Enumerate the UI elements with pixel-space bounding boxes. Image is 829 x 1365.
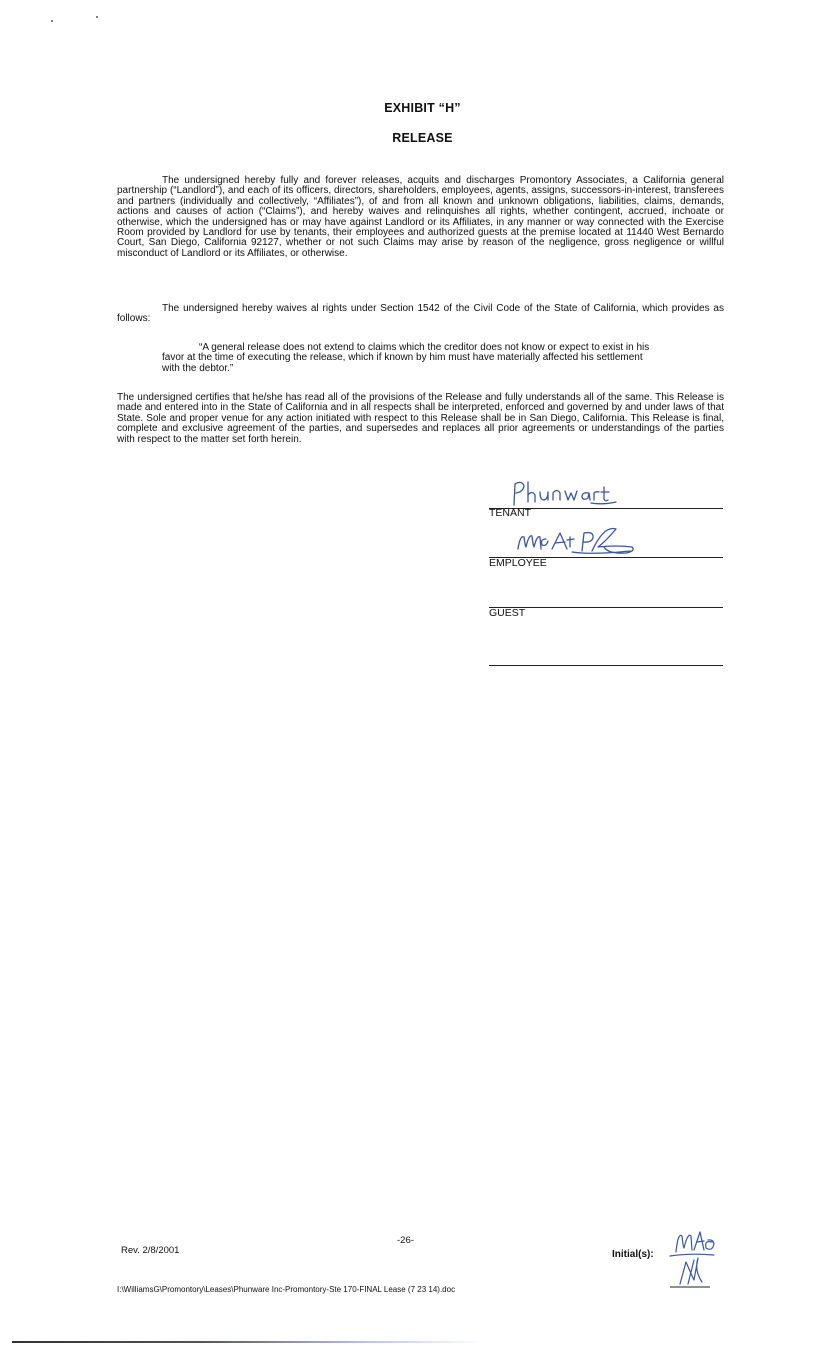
- exhibit-title: EXHIBIT “H”: [384, 101, 461, 115]
- initials-handwritten-mark: [666, 1226, 722, 1290]
- certification-paragraph: The undersigned certifies that he/she has read all of the provisions of the Release and fully understands all of the same. This Release is made and entered into in the State of California and in all respects shall be interpreted, enforced and governed by and under laws of that State. Sole and proper venue for any action initiated with respect to this Release shall be in San Diego, California. This Release is final, complete and exclusive agreement of the parties, and supersedes and replaces all prior agreements or understandings of the parties with respect to the matter set forth herein.: [117, 392, 724, 445]
- scan-speck: [51, 20, 53, 22]
- tenant-label: TENANT: [489, 507, 531, 519]
- employee-handwritten-signature: [512, 521, 642, 559]
- release-title: RELEASE: [392, 131, 453, 145]
- tenant-handwritten-signature: [508, 478, 620, 508]
- initials-label: Initial(s):: [612, 1249, 654, 1260]
- guest-label: GUEST: [489, 607, 526, 619]
- file-path: I:\WilliamsG\Promontory\Leases\Phunware Inc-Promontory-Ste 170-FINAL Lease (7 23 14).doc: [117, 1285, 456, 1294]
- release-paragraph: The undersigned hereby fully and forever releases, acquits and discharges Promontory Associates, a California general partnership (“Landlord”), and each of its officers, directors, shareholders, employees, agents, assigns, successors-in-interest, transferees and partners (individually and collectively, “Affiliates”), of and from all known and unknown obligations, liabilities, claims, demands, actions and causes of action (“Claims”), and hereby waives and relinquishes all rights, whether contingent, accrued, inchoate or otherwise, which the undersigned has or may have against Landlord or its Affiliates, in any manner or way connected with the Exercise Room provided by Landlord for use by tenants, their employees and authorized guests at the premise located at 11440 West Bernardo Court, San Diego, California 92127, whether or not such Claims may arise by reason of the negligence, gross negligence or willful misconduct of Landlord or its Affiliates, or otherwise.: [117, 175, 724, 259]
- page-number: -26-: [397, 1235, 414, 1246]
- blank-signature-line: [489, 665, 723, 666]
- waiver-paragraph: The undersigned hereby waives al rights under Section 1542 of the Civil Code of the State of California, which provides as follows:: [117, 303, 724, 325]
- employee-label: EMPLOYEE: [489, 557, 547, 569]
- revision-date: Rev. 2/8/2001: [121, 1245, 180, 1256]
- scan-edge-rule: [12, 1341, 482, 1343]
- scan-speck: [96, 16, 98, 18]
- civil-code-quote: “A general release does not extend to claims which the creditor does not know or expect to exist in his favor at the time of executing the release, which if known by him must have materially affected his settlement with the debtor.”: [162, 342, 650, 374]
